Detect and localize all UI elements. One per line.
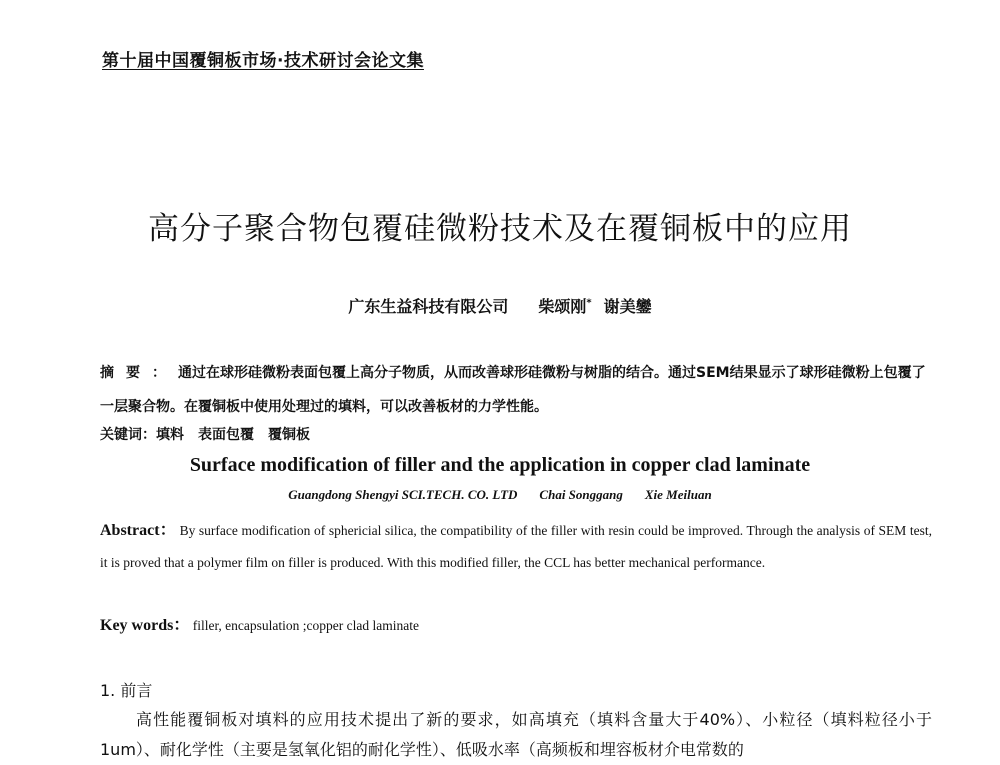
chinese-keyword: 覆铜板 [268,427,310,443]
chinese-author-2: 谢美鑾 [603,297,652,316]
corresponding-author-mark: * [586,297,592,309]
chinese-keywords [100,424,324,444]
chinese-title: 高分子聚合物包覆硅微粉技术及在覆铜板中的应用 [148,211,852,247]
english-affiliation: Guangdong Shengyi SCI.TECH. CO. LTD [288,487,518,502]
english-keywords-text: filler, encapsulation ;copper clad laminate [192,618,419,633]
running-header: 第十届中国覆铜板市场·技术研讨会论文集 [102,51,424,71]
english-keywords-label: Key words： [100,617,190,634]
section-heading: 1. 前言 [100,681,153,700]
english-keywords [100,612,419,635]
chinese-abstract-text: 通过在球形硅微粉表面包覆上高分子物质，从而改善球形硅微粉与树脂的结合。通过SEM结果显示了球形硅微粉上包覆了一层聚合物。在覆铜板中使用处理过的填料，可以改善板材的力学性能。 [100,365,926,415]
chinese-keyword: 填料 [156,427,184,443]
english-author-2: Xie Meiluan [644,487,712,502]
chinese-abstract [100,356,930,424]
chinese-affiliation: 广东生益科技有限公司 [348,297,509,316]
body-paragraph: 高性能覆铜板对填料的应用技术提出了新的要求，如高填充（填料含量大于40%）、小粒径（填料粒径小于 1um）、耐化学性（主要是氢氧化铝的耐化学性）、低吸水率（高频板和埋容板材介电常数的 [100,710,932,759]
english-abstract-text: By surface modification of sphericial silica, the compatibility of the filler with resin could be improved. Through the analysis of SEM test, it is proved that a polymer film on filler is produced. With this modified filler, the CCL has better mechanical performance. [100,523,933,570]
english-abstract-label: Abstract： [100,522,176,539]
chinese-author-1: 柴颂刚 [538,297,587,316]
chinese-keywords-label: 关键词： [100,427,156,443]
english-author-line [0,487,1000,503]
english-author-1: Chai Songgang [539,487,623,502]
english-abstract [100,515,932,579]
chinese-keyword: 表面包覆 [198,427,254,443]
chinese-author-line [0,294,1000,317]
chinese-abstract-label: 摘要： [100,365,178,381]
english-title: Surface modification of filler and the application in copper clad laminate [189,454,811,476]
